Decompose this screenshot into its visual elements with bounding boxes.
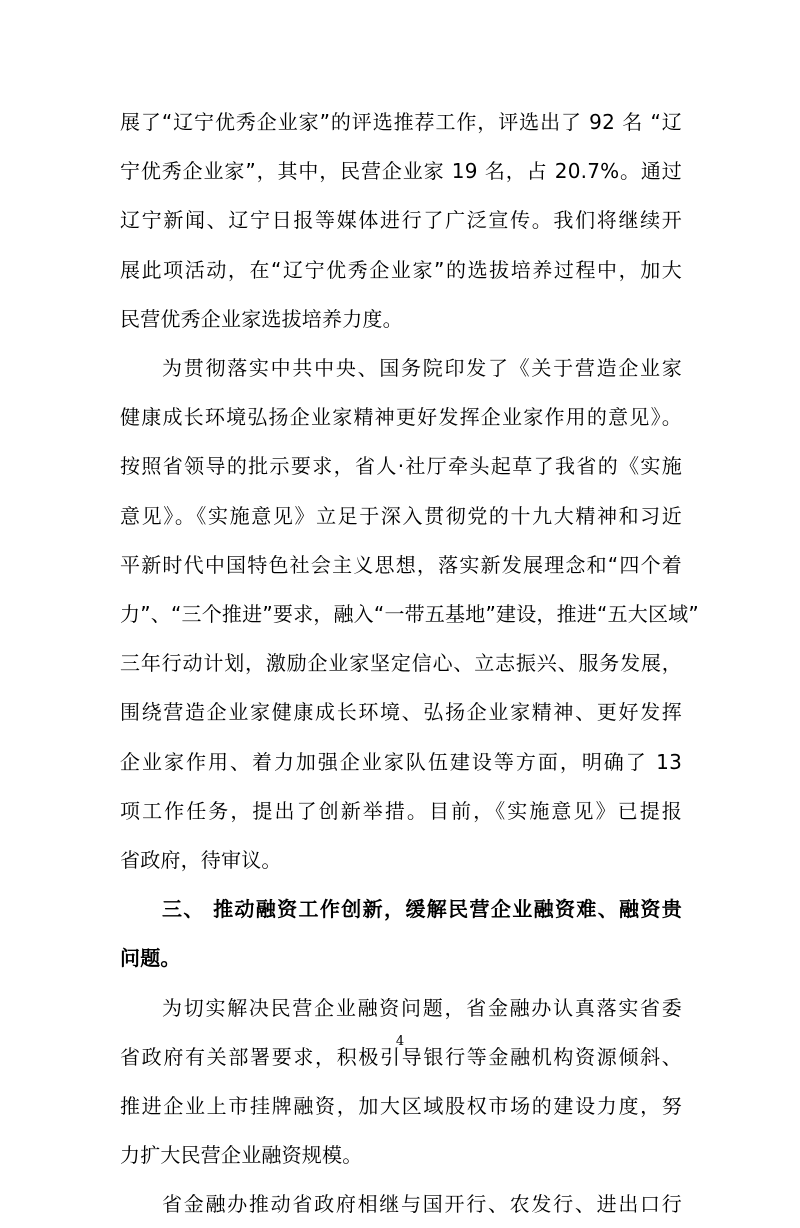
paragraph-first-line: 为贯彻落实中共中央、国务院印发了《关于营造企业家 xyxy=(162,356,682,380)
body-line: 推进企业上市挂牌融资，加大区域股权市场的建设力度，努 xyxy=(120,1094,682,1118)
body-line: 展了“辽宁优秀企业家”的评选推荐工作，评选出了 92 名 “辽 xyxy=(120,110,682,134)
body-line: 按照省领导的批示要求，省人·社厅牵头起草了我省的《实施 xyxy=(120,454,682,478)
body-line: 民营优秀企业家选拔培养力度。 xyxy=(120,307,403,331)
body-line: 宁优秀企业家”，其中，民营企业家 19 名，占 20.7%。通过 xyxy=(120,159,682,183)
body-line: 辽宁新闻、辽宁日报等媒体进行了广泛宣传。我们将继续开 xyxy=(120,208,682,232)
body-line: 意见》。《实施意见》立足于深入贯彻党的十九大精神和习近 xyxy=(120,504,682,528)
body-line: 健康成长环境弘扬企业家精神更好发挥企业家作用的意见》。 xyxy=(120,405,682,429)
body-line: 围绕营造企业家健康成长环境、弘扬企业家精神、更好发挥 xyxy=(120,700,682,724)
section-heading: 三、 推动融资工作创新，缓解民营企业融资难、融资贵 xyxy=(162,897,682,921)
body-line: 企业家作用、着力加强企业家队伍建设等方面，明确了 13 xyxy=(120,750,682,774)
body-line: 力扩大民营企业融资规模。 xyxy=(120,1143,363,1167)
body-line: 省政府，待审议。 xyxy=(120,848,282,872)
body-line: 三年行动计划，激励企业家坚定信心、立志振兴、服务发展， xyxy=(120,651,682,675)
body-line: 平新时代中国特色社会主义思想，落实新发展理念和“四个着 xyxy=(120,553,682,577)
body-line: 省政府有关部署要求，积极引导银行等金融机构资源倾斜、 xyxy=(120,1045,682,1069)
paragraph-first-line: 省金融办推动省政府相继与国开行、农发行、进出口行 xyxy=(162,1192,682,1216)
body-line: 展此项活动，在“辽宁优秀企业家”的选拔培养过程中，加大 xyxy=(120,258,682,282)
page-number: 4 xyxy=(395,1034,405,1049)
paragraph-first-line: 为切实解决民营企业融资问题，省金融办认真落实省委 xyxy=(162,996,682,1020)
body-line: 项工作任务，提出了创新举措。目前，《实施意见》已提报 xyxy=(120,799,682,823)
body-line: 力”、“三个推进”要求，融入“一带五基地”建设，推进“五大区域” xyxy=(120,602,699,626)
section-heading-continued: 问题。 xyxy=(120,946,181,970)
